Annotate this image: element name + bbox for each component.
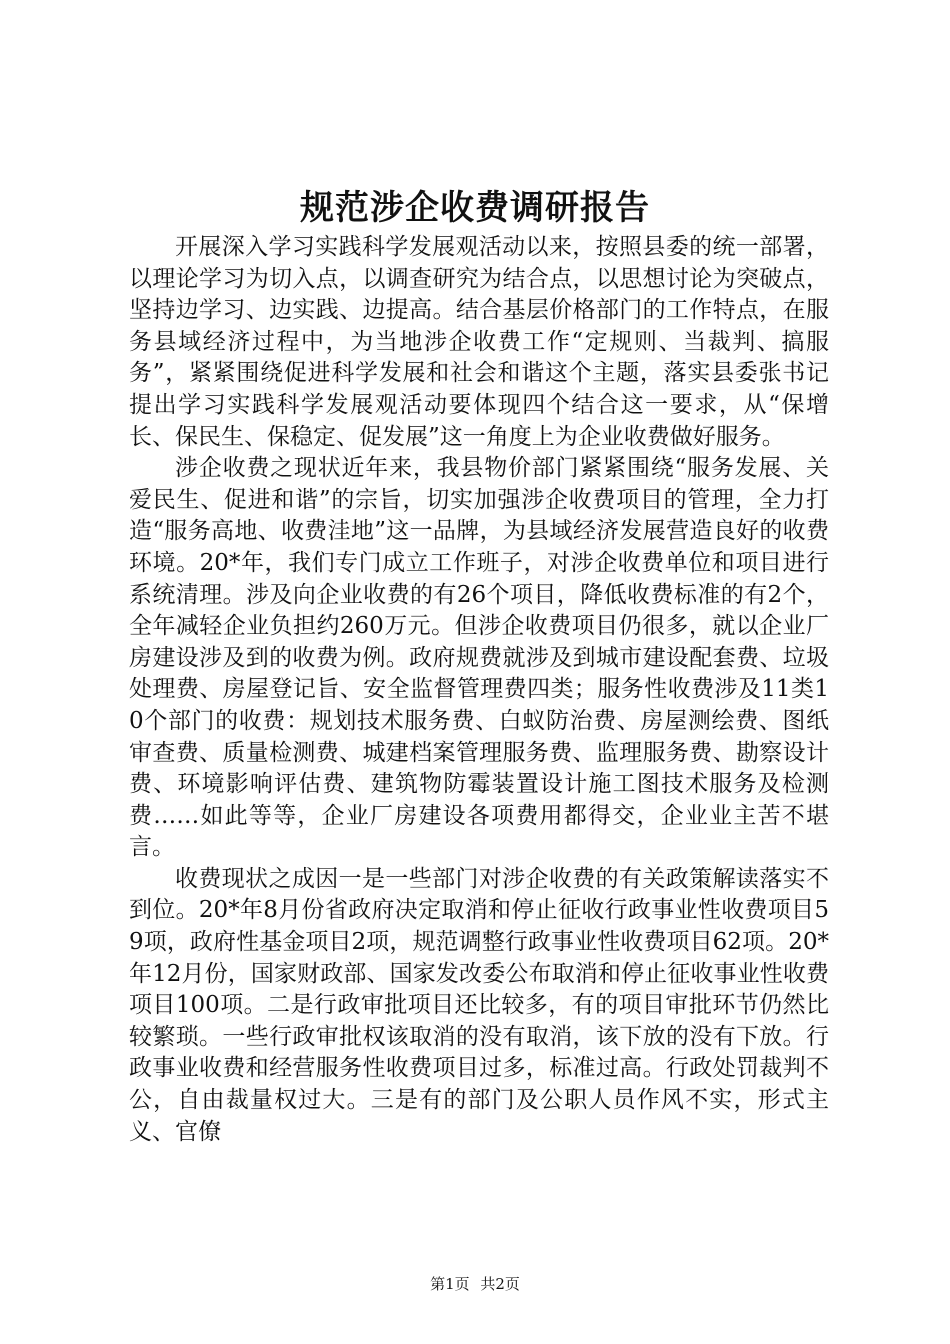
page-footer (0, 1274, 950, 1294)
paragraph-intro: 开展深入学习实践科学发展观活动以来，按照县委的统一部署，以理论学习为切入点，以调查研究为结合点，以思想讨论为突破点，坚持边学习、边实践、边提高。结合基层价格部门的工作特点，在服务县域经济过程中，为当地涉企收费工作“定规则、当裁判、搞服务”，紧紧围绕促进科学发展和社会和谐这个主题，落实县委张书记提出学习实践科学发展观活动要体现四个结合这一要求，从“保增长、保民生、保稳定、促发展”这一角度上为企业收费做好服务。 (129, 234, 829, 450)
page-number-total: 共2页 (480, 1275, 520, 1293)
page-number-current: 第1页 (430, 1275, 470, 1293)
document-body (129, 232, 829, 1148)
paragraph-causes: 收费现状之成因一是一些部门对涉企收费的有关政策解读落实不到位。20*年8月份省政府决定取消和停止征收行政事业性收费项目59项，政府性基金项目2项，规范调整行政事业性收费项目62项。20*年12月份，国家财政部、国家发改委公布取消和停止征收事业性收费项目100项。二是行政审批项目还比较多，有的项目审批环节仍然比较繁琐。一些行政审批权该取消的没有取消，该下放的没有下放。行政事业收费和经营服务性收费项目过多，标准过高。行政处罚裁判不公，自由裁量权过大。三是有的部门及公职人员作风不实，形式主义、官僚 (129, 865, 829, 1145)
paragraph-current-status: 涉企收费之现状近年来，我县物价部门紧紧围绕“服务发展、关爱民生、促进和谐”的宗旨，切实加强涉企收费项目的管理，全力打造“服务高地、收费洼地”这一品牌，为县域经济发展营造良好的收费环境。20*年，我们专门成立工作班子，对涉企收费单位和项目进行系统清理。涉及向企业收费的有26个项目，降低收费标准的有2个，全年减轻企业负担约260万元。但涉企收费项目仍很多，就以企业厂房建设涉及到的收费为例。政府规费就涉及到城市建设配套费、垃圾处理费、房屋登记旨、安全监督管理费四类；服务性收费涉及11类10个部门的收费：规划技术服务费、白蚁防治费、房屋测绘费、图纸审查费、质量检测费、城建档案管理服务费、监理服务费、勘察设计费、环境影响评估费、建筑物防霉装置设计施工图技术服务及检测费……如此等等，企业厂房建设各项费用都得交，企业业主苦不堪言。 (129, 455, 829, 861)
document-title: 规范涉企收费调研报告 (300, 188, 650, 228)
